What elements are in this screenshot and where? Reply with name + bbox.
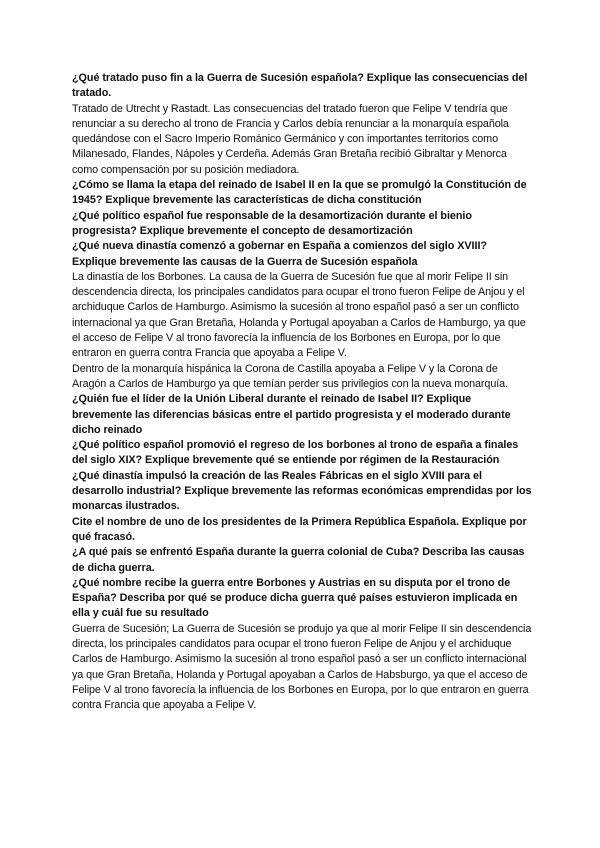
- question-text: Cite el nombre de uno de los presidentes de la Primera República Española. Explique por qué fracasó.: [72, 515, 527, 543]
- question-text: ¿Qué nueva dinastía comenzó a gobernar en España a comienzos del siglo XVIII? Explique brevemente las causas de la Guerra de Sucesión española: [72, 240, 487, 268]
- question-text: ¿Qué tratado puso fin a la Guerra de Sucesión española? Explique las consecuencias del tratado.: [72, 72, 528, 100]
- answer-10: [72, 622, 534, 714]
- question-2: [72, 178, 534, 209]
- answer-text: Guerra de Sucesión; La Guerra de Sucesión se produjo ya que al morir Felipe II sin descendencia directa, los principales candidatos para ocupar el trono fueron Felipe de Anjou y el archiduque Carlos de Hamburgo. Asimismo la sucesión al trono español pasó a ser un conflicto internacional ya que Gran Bretaña, Holanda y Portugal apoyaban a Carlos de Habsburgo, ya que el acceso de Felipe V al trono favorecía la influencia de los Borbones en Europa, por lo que entraron en guerra contra Francia que apoyaba a Felipe V.: [72, 622, 532, 712]
- question-text: ¿Qué político español fue responsable de la desamortización durante el bienio progresista? Explique brevemente el concepto de desamortización: [72, 209, 472, 237]
- question-5: [72, 392, 534, 438]
- question-4: [72, 239, 534, 270]
- question-text: ¿Qué político español promovió el regreso de los borbones al trono de españa a finales del siglo XIX? Explique brevemente qué se entiende por régimen de la Restauración: [72, 439, 519, 467]
- answer-1: [72, 102, 534, 178]
- question-3: [72, 209, 534, 240]
- question-7: [72, 469, 534, 515]
- question-6: [72, 438, 534, 469]
- question-text: ¿Cómo se llama la etapa del reinado de Isabel II en la que se promulgó la Constitución de 1945? Explique brevemente las características de dicha constitución: [72, 179, 527, 207]
- question-text: ¿Qué nombre recibe la guerra entre Borbones y Austrias en su disputa por el trono de España? Describa por qué se produce dicha guerra qué países estuvieron implicada en ella y cuál fue su resultado: [72, 576, 518, 620]
- question-text: ¿Qué dinastía impulsó la creación de las Reales Fábricas en el siglo XVIII para el desarrollo industrial? Explique brevemente las reformas económicas emprendidas por los monarcas ilustrados.: [72, 469, 532, 513]
- answer-text: Dentro de la monarquía hispánica la Corona de Castilla apoyaba a Felipe V y la Corona de Aragón a Carlos de Hamburgo ya que temían perder sus privilegios con la nueva monarquía.: [72, 362, 508, 390]
- answer-text: La dinastía de los Borbones. La causa de la Guerra de Sucesión fue que al morir Felipe II sin descendencia directa, los principales candidatos para ocupar el trono fueron Felipe de Anjou y el archiduque Carlos de Hamburgo. Asimismo la sucesión al trono español pasó a ser un conflicto internacional ya que Gran Bretaña, Holanda y Portugal apoyaban a Carlos de Hamburgo, ya que el acceso de Felipe V al trono favorecía la influencia de los Borbones en Europa, por lo que entraron en guerra contra Francia que apoyaba a Felipe V.: [72, 270, 526, 360]
- answer-4a: [72, 270, 534, 362]
- question-text: ¿A qué país se enfrentó España durante la guerra colonial de Cuba? Describa las causas de dicha guerra.: [72, 546, 525, 574]
- answer-text: Tratado de Utrecht y Rastadt. Las consecuencias del tratado fueron que Felipe V tendría que renunciar a su derecho al trono de Francia y Carlos debía renunciar a la monarquía española quedándose con el Sacro Imperio Románico Germánico y con importantes territorios como Milanesado, Flandes, Nápoles y Cerdeña. Además Gran Bretaña recibió Gibraltar y Menorca como compensación por su posición mediadora.: [72, 102, 509, 176]
- question-text: ¿Quién fue el líder de la Unión Liberal durante el reinado de Isabel II? Explique brevemente las diferencias básicas entre el partido progresista y el moderado durante dicho reinado: [72, 393, 511, 436]
- question-9: [72, 545, 534, 576]
- question-10: [72, 576, 534, 622]
- answer-4b: [72, 362, 534, 393]
- question-1: [72, 71, 534, 102]
- question-8: [72, 515, 534, 546]
- document-body: [72, 71, 534, 713]
